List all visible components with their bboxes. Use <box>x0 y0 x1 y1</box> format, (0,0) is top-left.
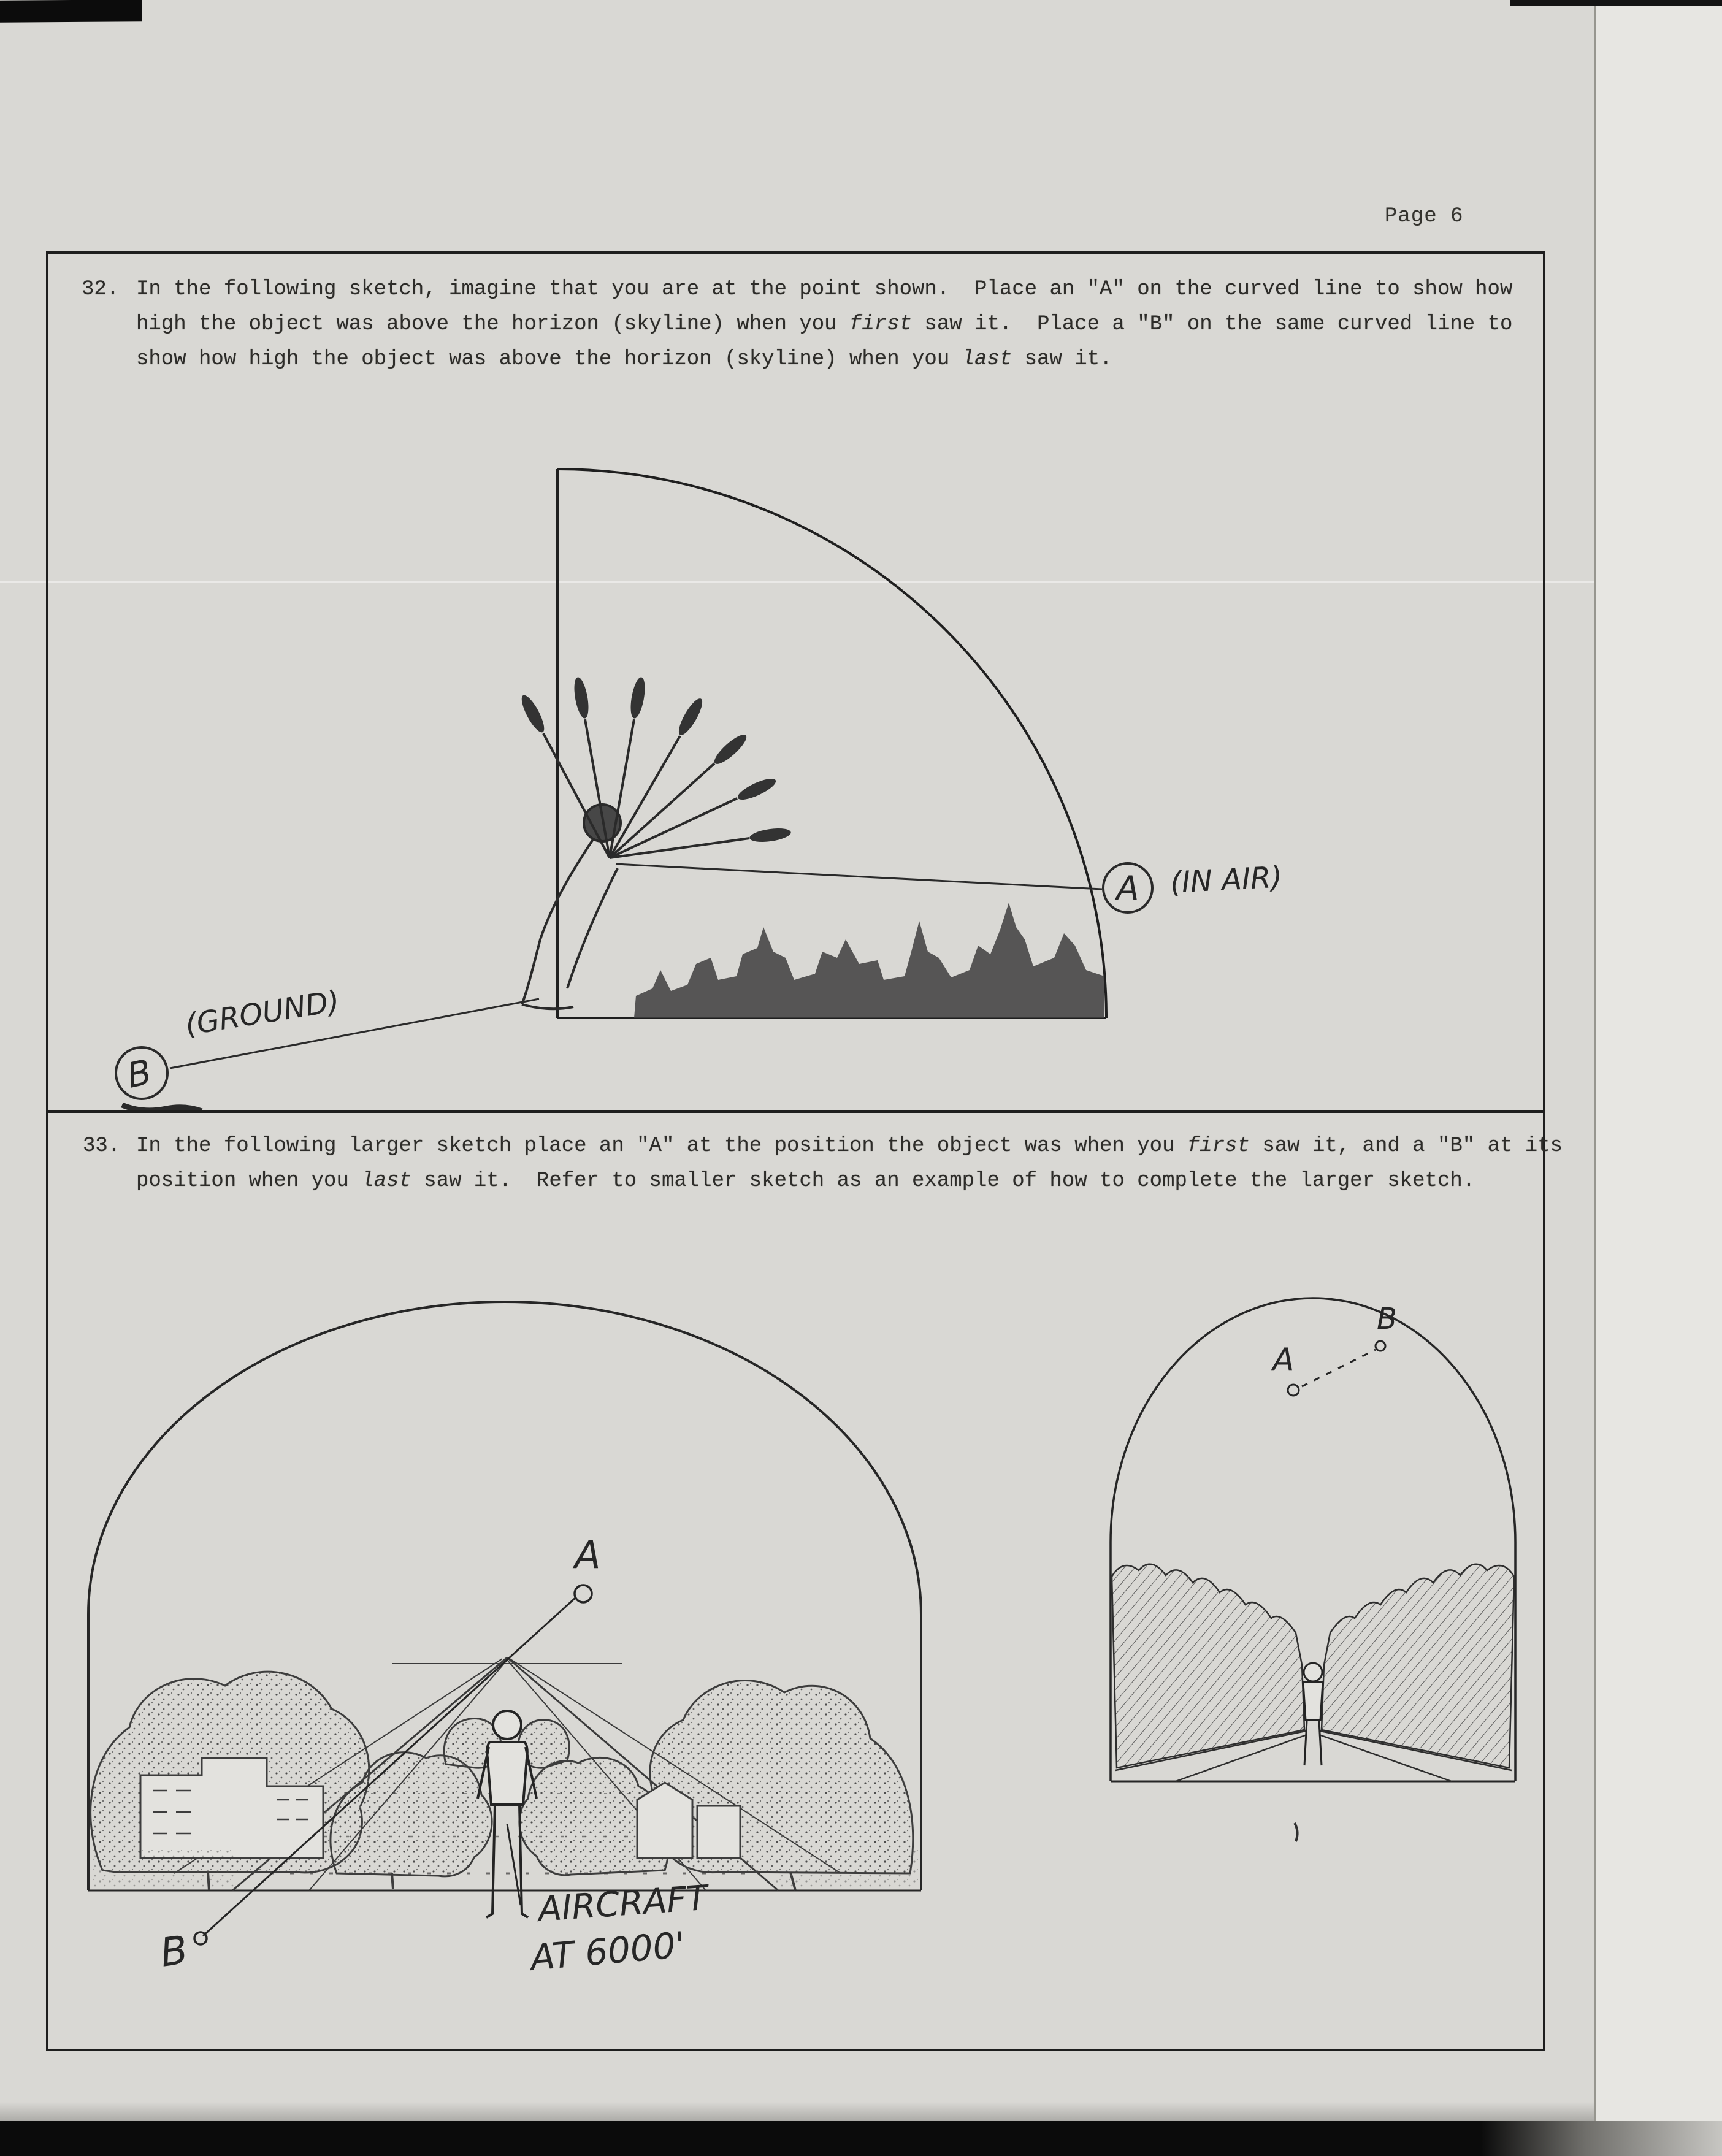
scan-artifact-top-right <box>1510 0 1722 6</box>
page-number: Page 6 <box>1385 205 1464 228</box>
b-object-loop <box>194 1932 207 1944</box>
tree-trunks <box>208 1872 795 1890</box>
example-a-loop <box>1288 1385 1299 1396</box>
q33-emphasis-last: last <box>361 1169 411 1193</box>
q32-line2-text-b: saw it. Place a "B" on the same curved line to <box>912 313 1513 336</box>
annotation-b <box>116 984 342 1110</box>
b-scribble <box>122 1105 202 1110</box>
ground-note: (GROUND) <box>183 984 342 1042</box>
question-32-number: 32. <box>82 278 120 301</box>
example-figure-head <box>1304 1663 1322 1681</box>
q32-emphasis-first: first <box>849 313 913 336</box>
example-dashed-line <box>1302 1350 1376 1386</box>
question-33-box <box>46 1110 1563 2051</box>
skyline-silhouette <box>634 903 1104 1018</box>
quarter-circle-sketch <box>48 254 1543 1110</box>
large-figure-head <box>493 1711 521 1739</box>
example-annotation-a <box>1271 1342 1299 1396</box>
annotation-a-large <box>572 1532 600 1602</box>
annotation-b-large <box>158 1927 207 1976</box>
house-right-1 <box>637 1783 692 1858</box>
in-air-note: (IN AIR) <box>1169 860 1284 900</box>
q32-emphasis-last: last <box>962 348 1012 371</box>
q32-line3-text-b: saw it. <box>1012 348 1112 371</box>
scan-artifact-bottom-strip <box>0 2121 1722 2156</box>
question-33-number: 33. <box>83 1134 121 1158</box>
b-letter: B <box>123 1052 155 1096</box>
street-scene-sketches <box>48 1113 1543 2049</box>
q32-line3-text: show how high the object was above the horizon (skyline) when you <box>136 348 962 371</box>
ground-stipple-right <box>776 1850 918 1888</box>
q32-line1-text: In the following sketch, imagine that you are at the point shown. Place an "A" on the curved line to show how <box>136 278 1513 301</box>
observer-ground-line <box>522 1004 573 1009</box>
house-right-2 <box>697 1806 740 1858</box>
q33-emphasis-first: first <box>1187 1134 1250 1158</box>
scan-artifact-bottom-fade <box>0 2102 1594 2121</box>
quarter-circle-frame <box>557 469 1106 1018</box>
example-a-letter: A <box>1272 1342 1295 1378</box>
q33-line1-text: In the following larger sketch place an "A" at the position the object was when you <box>136 1134 1187 1158</box>
stray-mark <box>1295 1823 1298 1841</box>
annotation-a <box>1103 860 1284 912</box>
question-32-box <box>46 251 1545 1113</box>
example-annotation-b <box>1376 1302 1397 1351</box>
large-figure-torso <box>487 1742 527 1805</box>
example-figure-torso <box>1303 1682 1323 1720</box>
elevation-arc <box>557 469 1106 1018</box>
q33-line1-text-b: saw it, and a "B" at its <box>1249 1134 1563 1158</box>
page-edge-strip <box>1594 0 1722 2156</box>
q33-line2-text: position when you <box>136 1169 362 1193</box>
q32-line2-text: high the object was above the horizon (skyline) when you <box>136 313 849 336</box>
observer-body-2 <box>567 868 618 988</box>
ground-stipple-left <box>93 1850 234 1888</box>
aircraft-note-line2: AT 6000' <box>529 1924 687 1979</box>
example-b-letter: B <box>1377 1302 1397 1336</box>
example-figure <box>1303 1663 1323 1765</box>
scan-artifact-top-left <box>0 0 142 23</box>
arm-5 <box>610 763 714 858</box>
a-object-loop <box>575 1585 592 1602</box>
example-figure-legs <box>1304 1721 1322 1765</box>
a-letter: A <box>1116 869 1139 908</box>
example-b-loop <box>1376 1341 1385 1351</box>
sight-line-to-a <box>616 864 1102 889</box>
aircraft-note-line1: AIRCRAFT <box>537 1878 709 1930</box>
b-letter-large: B <box>157 1927 191 1976</box>
q33-line2-text-b: saw it. Refer to smaller sketch as an example of how to complete the larger sketch. <box>411 1169 1475 1193</box>
a-letter-large: A <box>575 1532 601 1577</box>
